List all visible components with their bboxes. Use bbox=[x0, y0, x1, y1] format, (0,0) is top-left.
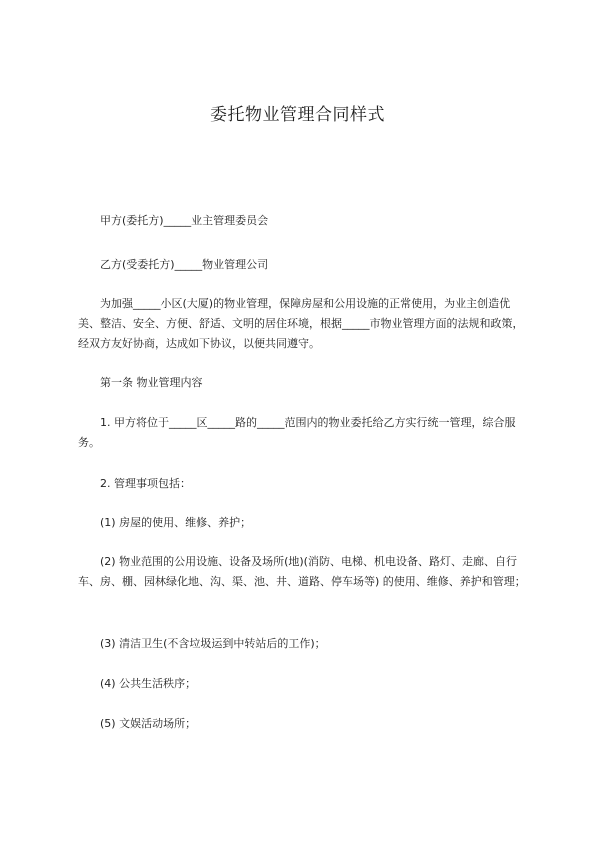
item-4-paragraph: (4) 公共生活秩序； bbox=[100, 677, 197, 690]
party-a-line: 甲方(委托方)_____业主管理委员会 bbox=[100, 214, 269, 227]
preamble-paragraph: 为加强_____小区(大厦)的物业管理，保障房屋和公用设施的正常使用，为业主创造优美、整洁、安全、方便、舒适、文明的居住环境，根据_____市物业管理方面的法规和政策，经双方友好协商，达成如下协议，以便共同遵守。 bbox=[78, 297, 524, 350]
document-title: 委托物业管理合同样式 bbox=[210, 105, 385, 125]
item-2-paragraph: (2) 物业范围的公用设施、设备及场所(地)(消防、电梯、机电设备、路灯、走廊、自行车、房、棚、园林绿化地、沟、渠、池、井、道路、停车场等) 的使用、维修、养护和管理； bbox=[78, 555, 526, 588]
item-1-paragraph: (1) 房屋的使用、维修、养护； bbox=[100, 516, 252, 529]
item-3-paragraph: (3) 清洁卫生(不含垃圾运到中转站后的工作)； bbox=[100, 637, 326, 650]
clause-1-paragraph: 1. 甲方将位于_____区_____路的_____范围内的物业委托给乙方实行统一管理，综合服务。 bbox=[78, 416, 516, 449]
clause-2-paragraph: 2. 管理事项包括： bbox=[100, 477, 191, 490]
item-5-paragraph: (5) 文娱活动场所； bbox=[100, 717, 197, 730]
article-1-heading: 第一条 物业管理内容 bbox=[100, 376, 203, 389]
party-b-line: 乙方(受委托方)_____物业管理公司 bbox=[100, 258, 269, 271]
